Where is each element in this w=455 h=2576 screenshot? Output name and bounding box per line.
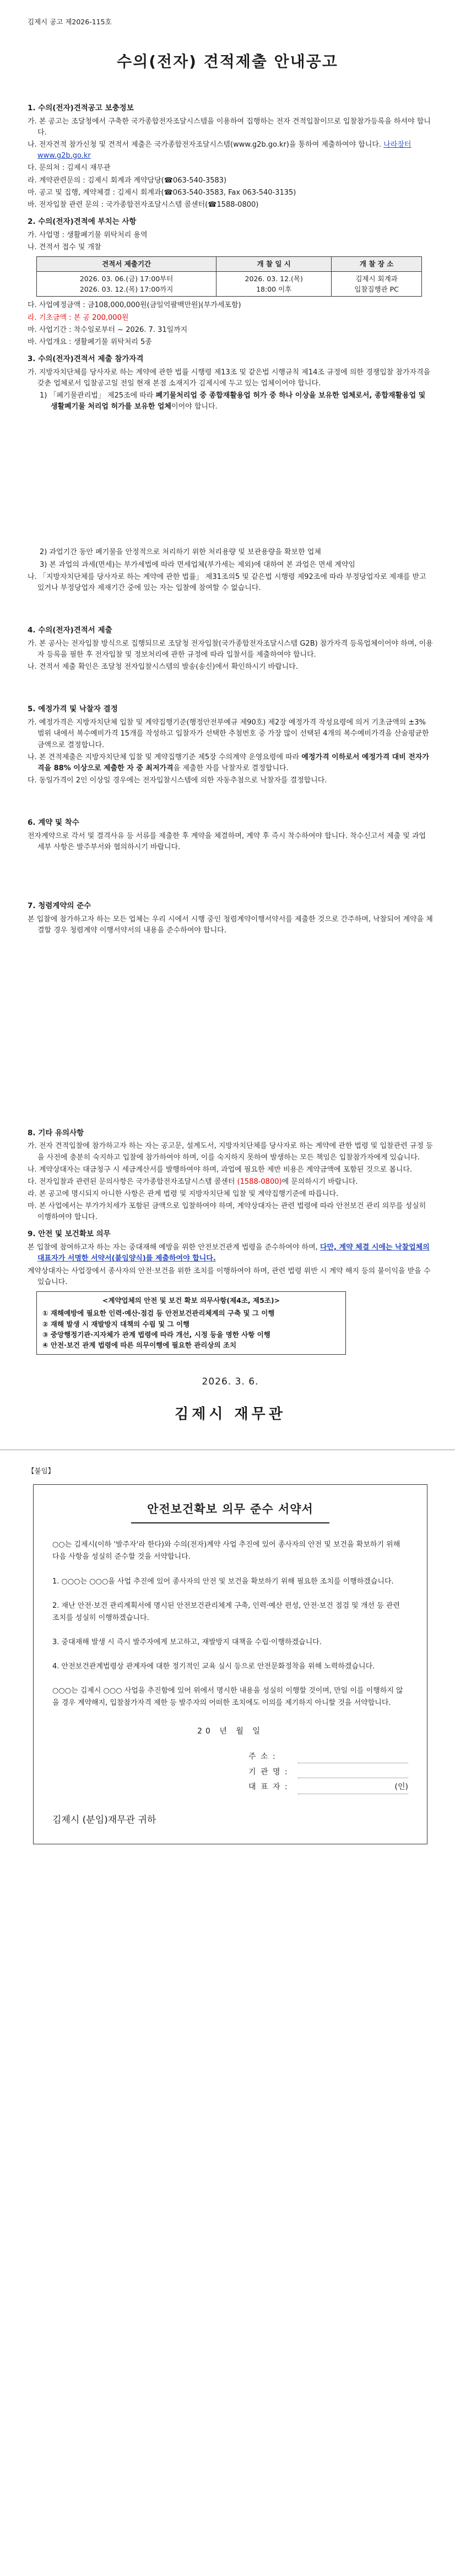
address-label: 주 소 : [248, 1752, 277, 1761]
s7-body: 본 입찰에 참가하고자 하는 모든 업체는 우리 시에서 시행 중인 청렴계약이행서약서를 제출한 것으로 간주하며, 낙찰되어 계약을 체결할 경우 청렴계약 이행서약서의 내용을 준수하여야 합니다. [28, 915, 433, 935]
address-field[interactable] [298, 1751, 408, 1763]
attachment-label: 【붙임】 [28, 1467, 55, 1475]
s5-na-suffix: 을 제출한 자를 낙찰자로 결정합니다. [173, 764, 289, 772]
signature-row-address [52, 1751, 408, 1763]
opening-date: 2026. 03. 12.(목) [245, 274, 303, 283]
s8-da-phone: (1588-0800) [237, 1177, 282, 1186]
signature-row-rep [52, 1781, 408, 1794]
s8-item-ra: 라. 본 공고에 명시되지 아니한 사항은 관계 법령 및 지방자치단체 입찰 및 계약집행기준에 따릅니다. [28, 1189, 339, 1198]
s8-da-prefix: 다. 전자입찰과 관련된 문의사항은 국가종합전자조달시스템 콜센터 [28, 1177, 237, 1186]
section-4 [28, 625, 433, 673]
s2-item-ra: 라. 기초금액 : 본 공 200,000원 [28, 313, 129, 322]
s3-item-ga: 가. 지방자치단체를 당사자로 하는 계약에 관한 법률 시행령 제13조 및 같은법 시행규칙 제14조 규정에 의한 경쟁입찰 참가자격을 갖춘 업체로서 입찰공고일 전일 현재 본점 소재지가 김제시에 두고 있는 업체이어야 합니다. [28, 368, 431, 388]
g2b-link[interactable]: 나라장터 www.g2b.go.kr [37, 141, 411, 160]
section-7 [28, 900, 433, 936]
pledge-closing: ○○○는 김제시 ○○○ 사업을 추진함에 있어 위에서 명시한 내용을 성실히 이행할 것이며, 만일 이를 이행하지 않을 경우 계약해지, 입찰참가자격 제한 등 발주자의 어떠한 조치에도 이의를 제기하지 아니할 것을 서약합니다. [52, 1686, 403, 1708]
notice-date: 2026. 3. 6. [202, 1376, 259, 1387]
blank-space [28, 792, 433, 814]
obligation-item: ② 재해 발생 시 재발방지 대책의 수립 및 그 이행 [42, 1319, 190, 1328]
obligation-item: ① 재해예방에 필요한 인력·예산·점검 등 안전보건관리체계의 구축 및 그 이행 [42, 1309, 275, 1318]
s2-item-ma: 마. 사업기간 : 착수일로부터 ~ 2026. 7. 31일까지 [28, 325, 188, 334]
blank-space [28, 678, 433, 700]
s1-item-da: 다. 문의처 : 김제시 재무관 [28, 164, 111, 173]
period-to: 2026. 03. 12.(목) 17:00까지 [79, 285, 174, 293]
schedule-period-cell [37, 271, 216, 297]
schedule-header-opening: 개 찰 일 시 [216, 257, 332, 271]
org-field[interactable] [298, 1767, 408, 1779]
s9-ga-bold: 다만, 계약 체결 시에는 낙찰업체의 대표자가 서명한 서약서(붙임양식)를 제출하여야 합니다. [37, 1243, 430, 1263]
section-9-heading: 9. 안전 및 보건확보 의무 [28, 1230, 111, 1239]
s8-item-da [28, 1177, 433, 1188]
obligation-box-title: <계약업체의 안전 및 보건 확보 의무사항(제4조, 제5조)> [102, 1296, 280, 1305]
section-1-heading: 1. 수의(전자)견적공고 보충정보 [28, 104, 134, 112]
s9-item-na: 계약상대자는 사업장에서 종사자의 안전·보건을 위한 조치를 이행하여야 하며, 관련 법령 위반 시 계약 해지 등의 불이익을 받을 수 있습니다. [28, 1266, 431, 1286]
blank-space [28, 942, 433, 1124]
seal-mark: (인) [298, 1781, 408, 1794]
place-line-2: 입찰집행관 PC [354, 285, 399, 293]
schedule-table [36, 256, 422, 297]
s8-item-ga: 가. 전자 견적입찰에 참가하고자 하는 자는 공고문, 설계도서, 지방자치단체를 당사자로 하는 계약에 관한 법령 및 입찰관련 규정 등을 사전에 충분히 숙지하고 입찰에 참가하여야 하며, 이를 숙지하지 못하여 발생하는 모든 책임은 입찰참가자에게 있습니다. [28, 1142, 433, 1162]
pledge-item: 3. 중대재해 발생 시 즉시 발주자에게 보고하고, 재발방지 대책을 수립·이행하겠습니다. [52, 1638, 322, 1646]
s4-item-na: 나. 견적서 제출 확인은 조달청 전자입찰시스템의 발송(송신)에서 확인하시기 바랍니다. [28, 663, 298, 672]
s2-item-ga: 가. 사업명 : 생활폐기물 위탁처리 용역 [28, 230, 148, 239]
s3-item-na: 나. 「지방자치단체를 당사자로 하는 계약에 관한 법률」 제31조의5 및 같은법 시행령 제92조에 따라 부정당업자로 제재를 받고 있거나 부정당업자 제재기간 중에 있는 자는 입찰에 참여할 수 없습니다. [28, 572, 426, 592]
pledge-date: 20 년 월 일 [197, 1727, 263, 1736]
s2-item-da: 다. 사업예정금액 : 금108,000,000원(금일억팔백만원)(부가세포함) [28, 301, 241, 310]
s5-item-da: 다. 동일가격이 2인 이상일 경우에는 전자입찰시스템에 의한 자동추첨으로 낙찰자를 결정합니다. [28, 776, 327, 785]
s3-subitem-2: 2) 과업기간 동안 폐기물을 안정적으로 처리하기 위한 처리용량 및 보관용량을 확보한 업체 [40, 548, 321, 557]
title-underline [131, 1522, 329, 1523]
obligation-item: ④ 안전·보건 관계 법령에 따른 의무이행에 필요한 관리상의 조치 [42, 1341, 237, 1350]
s8-da-suffix: 에 문의하시기 바랍니다. [281, 1177, 358, 1186]
pledge-item: 2. 재난 안전·보건 관리계획서에 명시된 안전보건관리체계 구축, 인력·예산 편성, 안전·보건 점검 및 개선 등 관련 조치를 성실히 이행하겠습니다. [52, 1601, 400, 1622]
obligation-item: ③ 중앙행정기관·지자체가 관계 법령에 따라 개선, 시정 등을 명한 사항 이행 [42, 1330, 270, 1339]
s3-subitem-1 [28, 390, 433, 412]
s2-item-na: 나. 견적서 접수 및 개찰 [28, 243, 101, 252]
section-9 [28, 1228, 433, 1354]
section-6 [28, 817, 433, 853]
blank-space [28, 599, 433, 621]
period-from: 2026. 03. 06.(금) 17:00부터 [79, 274, 174, 283]
s1-item-na [28, 139, 433, 162]
section-3-heading: 3. 수의(전자)견적서 제출 참가자격 [28, 354, 144, 363]
section-4-heading: 4. 수의(전자)견적서 제출 [28, 625, 112, 635]
section-1 [28, 103, 433, 211]
opening-time: 18:00 이후 [256, 285, 292, 293]
schedule-opening-cell [216, 271, 332, 297]
s2-item-ba: 바. 사업개요 : 생활폐기물 위탁처리 5종 [28, 337, 152, 346]
pledge-form-title: 안전보건확보 의무 준수 서약서 [147, 1502, 313, 1516]
place-line-1: 김제시 회계과 [355, 274, 398, 283]
notice-body [28, 99, 433, 1844]
s3-sub1-suffix: 이어야 합니다. [171, 402, 218, 411]
s3-subitem-3: 3) 본 과업의 과세(면세)는 부가세법에 따라 면세업체(부가세는 제외)에 대하여 본 과업은 면세 계약임 [40, 560, 355, 569]
schedule-header-place: 개 찰 장 소 [332, 257, 422, 271]
notice-number: 김제시 공고 제2026-115호 [28, 18, 112, 26]
section-3 [28, 353, 433, 594]
section-8 [28, 1128, 433, 1223]
signature-row-org [52, 1767, 408, 1779]
schedule-header-period: 견적서 제출기간 [37, 257, 216, 271]
s1-item-na-text: 나. 전자견적 참가신청 및 견적서 제출은 국가종합전자조달시스템(www.g2b.go.kr)을 통하여 제출하여야 합니다. [28, 141, 382, 149]
section-2-heading: 2. 수의(전자)견적에 부치는 사항 [28, 217, 137, 227]
blank-space [28, 858, 433, 897]
org-label: 기 관 명 : [248, 1767, 289, 1777]
s5-na-prefix: 나. 본 견적제출은 지방자치단체 입찰 및 계약집행기준 제5장 수의계약 운영요령에 따라 [28, 753, 302, 761]
page-title: 수의(전자) 견적제출 안내공고 [117, 52, 338, 71]
s8-item-na: 나. 계약상대자는 대금청구 시 세금계산서를 발행하여야 하며, 과업에 필요한 제반 비용은 계약금액에 포함된 것으로 봅니다. [28, 1165, 413, 1174]
section-5-heading: 5. 예정가격 및 낙찰자 결정 [28, 705, 118, 714]
pledge-item: 1. ○○○는 ○○○을 사업 추진에 있어 종사자의 안전 및 보건을 확보하기 위해 필요한 조치를 이행하겠습니다. [52, 1577, 394, 1586]
schedule-row [37, 271, 422, 297]
s5-na-bold: 예정가격 이하로서 예정가격 대비 전자가격을 88% 이상으로 제출한 자 중 최저가격 [37, 753, 429, 772]
s8-item-ma: 마. 본 사업에서는 부가가치세가 포함된 금액으로 입찰하여야 하며, 계약상대자는 관련 법령에 따라 안전보건 관리 의무를 성실히 이행하여야 합니다. [28, 1202, 426, 1222]
s4-item-ga: 가. 본 공사는 전자입찰 방식으로 집행되므로 조달청 전자입찰(국가종합전자조달시스템 G2B) 참가자격 등록업체이어야 하며, 이용자 등록을 필한 후 전자입찰 및 정보처리에 관한 규정에 따라 입찰서를 제출하여야 합니다. [28, 639, 433, 659]
obligation-box [36, 1291, 346, 1355]
blank-space [28, 414, 433, 546]
s1-item-ga: 가. 본 공고는 조달청에서 구축한 국가종합전자조달시스템을 이용하여 집행하는 전자 견적입찰이므로 입찰참가등록을 하셔야 합니다. [28, 117, 431, 137]
s1-item-ba: 바. 전자입찰 관련 문의 : 국가종합전자조달시스템 콜센터(☎1588-0800) [28, 200, 259, 209]
schedule-header-row [37, 257, 422, 271]
s1-item-ma: 마. 공고 및 집행, 계약체결 : 김제시 회계과(☎063-540-3583, Fax 063-540-3135) [28, 188, 296, 197]
section-2 [28, 216, 433, 348]
schedule-place-cell [332, 271, 422, 297]
rep-label: 대 표 자 : [248, 1783, 289, 1792]
s9-ga-prefix: 본 입찰에 참여하고자 하는 자는 중대재해 예방을 위한 안전보건관계 법령을 준수하여야 하며, [28, 1243, 320, 1252]
signer-name: 김제시 재무관 [175, 1406, 286, 1423]
s5-item-na [28, 752, 433, 774]
section-6-heading: 6. 계약 및 착수 [28, 818, 79, 828]
s9-item-ga [28, 1242, 433, 1264]
s1-item-ra: 라. 계약관련문의 : 김제시 회계과 계약담당(☎063-540-3583) [28, 176, 227, 185]
pledge-form [33, 1484, 427, 1844]
section-5 [28, 704, 433, 786]
pledge-item: 4. 안전보건관계법령상 관계자에 대한 정기적인 교육 실시 등으로 안전문화정착을 위해 노력하겠습니다. [52, 1662, 375, 1671]
pledge-addressee: 김제시 (분임)재무관 귀하 [52, 1814, 156, 1826]
s5-item-ga: 가. 예정가격은 지방자치단체 입찰 및 계약집행기준(행정안전부예규 제90호) 제2장 예정가격 작성요령에 의거 기초금액의 ±3% 범위 내에서 복수예비가격 15개를 작성하고 입찰자가 선택한 추첨번호 중 가장 많이 선택된 4개의 복수예비가격을 산술평균한 금액으로 결정합니다. [28, 718, 429, 749]
s6-body: 전자계약으로 각서 및 결격사유 등 서류를 제출한 후 계약을 체결하며, 계약 후 즉시 착수하여야 합니다. 착수신고서 제출 및 과업 세부 사항은 발주부서와 협의하시기 바랍니다. [28, 832, 426, 852]
s3-sub1-prefix: 1) 「폐기물관리법」 제25조에 따라 [40, 391, 156, 400]
section-7-heading: 7. 청렴계약의 준수 [28, 901, 91, 911]
s3-sub1-bold: 폐기물처리업 중 종합재활용업 허가 중 하나 이상을 보유한 업체로서, 종합재활용업 및 생활폐기물 처리업 허가를 보유한 업체 [51, 391, 426, 411]
section-8-heading: 8. 기타 유의사항 [28, 1128, 84, 1137]
pledge-intro: ○○는 김제시(이하 '발주자'라 한다)와 수의(전자)계약 사업 추진에 있어 종사자의 안전 및 보건을 확보하기 위해 다음 사항을 성실히 준수할 것을 서약합니다. [52, 1541, 400, 1561]
